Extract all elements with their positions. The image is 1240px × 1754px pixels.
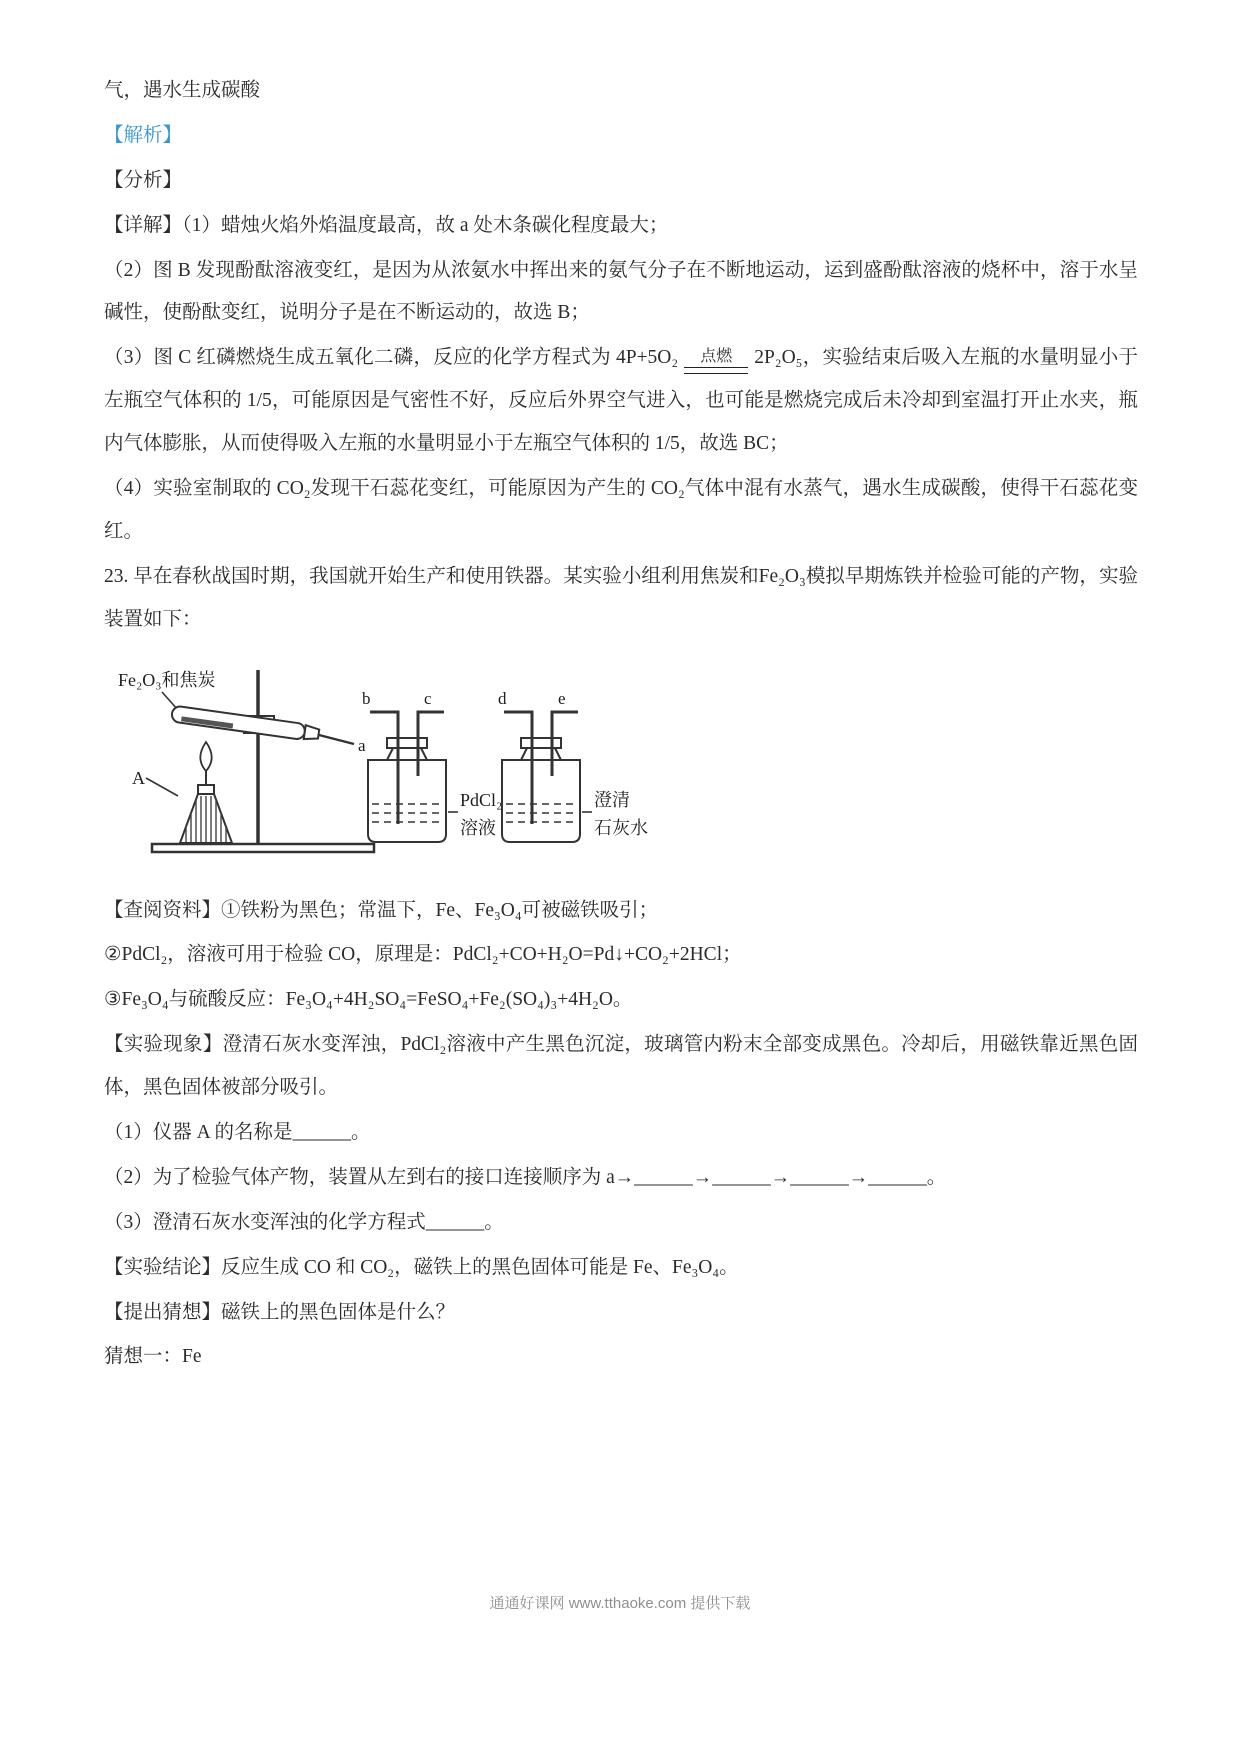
port-b-label: b [362,688,371,708]
detail-paragraph-2: （2）图 B 发现酚酞溶液变红，是因为从浓氨水中挥出来的氨气分子在不断地运动，运到盛酚酞溶液的烧杯中，溶于水呈碱性，使酚酞变红，说明分子是在不断运动的，故选 B； [104,259,1138,324]
test-tube [171,705,306,739]
carryover-line: 气，遇水生成碳酸 [104,80,261,101]
bottle2-stopper [521,738,561,748]
limewater-label-line2: 石灰水 [594,817,648,838]
port-a-label: a [358,735,366,755]
fenxi-section-label: 【分析】 [104,169,183,191]
stand-base [152,844,374,852]
lamp-neck [198,785,214,794]
gas-washing-bottle-limewater [498,689,648,842]
detail-paragraph-4: （4）实验室制取的 CO₂发现干石蕊花变红，可能原因为产生的 CO₂气体中混有水蒸气，遇水生成碳酸，使得干石蕊花变红。 [104,478,1138,542]
pdcl2-label-line2: 溶液 [460,817,496,838]
bottle1-stopper [387,738,427,748]
question-3: （3）澄清石灰水变浑浊的化学方程式______。 [104,1211,504,1233]
pdcl2-label-line1: PdCl₂ [460,789,503,810]
lamp-flame [200,742,211,771]
reagent-label: Fe₂O₃和焦炭 [118,669,216,690]
delivery-tube [319,735,354,744]
equation-rhs: 2P₂O₅ [754,347,803,369]
double-equals-line [684,367,748,374]
detail-3-before: （3）图 C 红磷燃烧生成五氧化二磷，反应的化学方程式为 [104,347,616,369]
apparatus-A-label: A [132,767,145,788]
conclusion-paragraph: 【实验结论】反应生成 CO 和 CO₂，磁铁上的黑色固体可能是 Fe、Fe₃O₄。 [104,1256,739,1278]
apparatus-diagram [106,654,1138,872]
question-1: （1）仪器 A 的名称是______。 [104,1122,371,1144]
reference-item-2: ②PdCl₂，溶液可用于检验 CO，原理是：PdCl₂+CO+H₂O=Pd↓+CO₂+2HCl； [104,944,742,966]
limewater-label-line1: 澄清 [594,789,630,810]
guess-1: 猜想一：Fe [104,1346,202,1368]
detail-paragraph-1: 【详解】（1）蜡烛火焰外焰温度最高，故 a 处木条碳化程度最大； [104,214,669,236]
detail-3-after: ，实验结束后吸入左瓶的水量明显小于左瓶空气体积的 1/5，可能原因是气密性不好，反应后外界空气进入，也可能是燃烧完成后未冷却到室温打开止水夹，瓶内气体膨胀，从而使得吸入左瓶的水量明显小于左瓶空气体积的 1/5，故选 BC； [104,347,1138,455]
port-e-label: e [558,688,566,708]
port-c-label: c [424,688,432,708]
equation-lhs: 4P+5O₂ [615,347,679,369]
equation-condition-block [684,347,748,374]
equation-condition-label: 点燃 [700,348,733,366]
page-footer: 通通好课网 www.tthaoke.com 提供下载 [489,1595,751,1612]
rubber-stopper [304,725,320,741]
gas-washing-bottle-pdcl2 [362,689,502,842]
phenomenon-paragraph: 【实验现象】澄清石灰水变浑浊，PdCl₂溶液中产生黑色沉淀，玻璃管内粉末全部变成黑色。冷却后，用磁铁靠近黑色固体，黑色固体被部分吸引。 [104,1034,1138,1099]
reference-item-1: 【查阅资料】①铁粉为黑色；常温下，Fe、Fe₃O₄可被磁铁吸引； [104,899,659,921]
jiexi-section-label: 【解析】 [104,124,183,146]
bottle1-body [368,760,446,842]
detail-paragraph-3 [104,337,1138,466]
apparatus-A-pointer [146,778,178,796]
port-d-label: d [498,688,507,708]
test-tube-group [171,705,320,741]
guess-header: 【提出猜想】磁铁上的黑色固体是什么？ [104,1301,456,1323]
reference-item-3: ③Fe₃O₄与硫酸反应：Fe₃O₄+4H₂SO₄=FeSO₄+Fe₂(SO₄)₃+4H₂O。 [104,989,633,1011]
question-23-intro: 23. 早在春秋战国时期，我国就开始生产和使用铁器。某实验小组利用焦炭和Fe₂O₃模拟早期炼铁并检验可能的产物，实验装置如下： [104,565,1138,630]
bottle2-body [502,760,580,842]
chemical-equation [616,347,803,368]
question-2: （2）为了检验气体产物，装置从左到右的接口连接顺序为 a→______→______→______→______。 [104,1166,947,1188]
